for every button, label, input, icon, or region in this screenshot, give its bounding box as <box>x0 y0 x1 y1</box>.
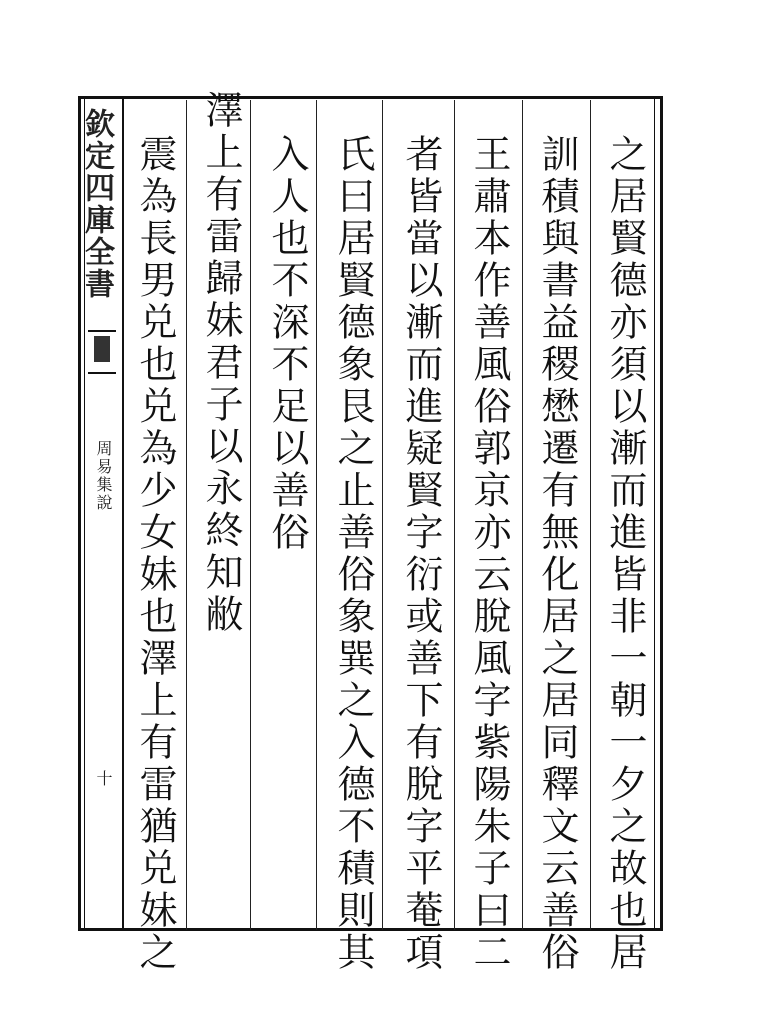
column-divider <box>590 100 591 930</box>
text-column-4: 者皆當以漸而進疑賢字衍或善下有脫字平菴項 <box>399 134 443 974</box>
text-column-3: 王肅本作善風俗郭京亦云脫風字紫陽朱子曰二 <box>467 134 511 974</box>
frame-right-line <box>660 96 663 931</box>
text-column-7: 澤上有雷歸妹君子以永終知敝 <box>199 90 243 636</box>
text-column-8: 震為長男兑也兑為少女妹也澤上有雷猶兑妹之 <box>133 134 177 974</box>
book-title: 周易集說 <box>94 440 113 512</box>
fishtail-block <box>94 336 110 362</box>
text-column-1: 之居賢德亦須以漸而進皆非一朝一夕之故也居 <box>603 134 647 974</box>
column-divider <box>454 100 455 930</box>
page-number: 十 <box>94 770 113 786</box>
text-column-6: 入人也不深不足以善俗 <box>265 134 309 554</box>
frame-top-line <box>78 96 663 99</box>
text-column-5: 氏曰居賢德象艮之止善俗象巽之入德不積則其 <box>331 134 375 974</box>
banner-title: 欽定四庫全書 <box>79 108 114 300</box>
text-column-2: 訓積與書益稷懋遷有無化居之居同釋文云善俗 <box>535 134 579 974</box>
column-divider <box>186 100 187 930</box>
column-divider <box>522 100 523 930</box>
